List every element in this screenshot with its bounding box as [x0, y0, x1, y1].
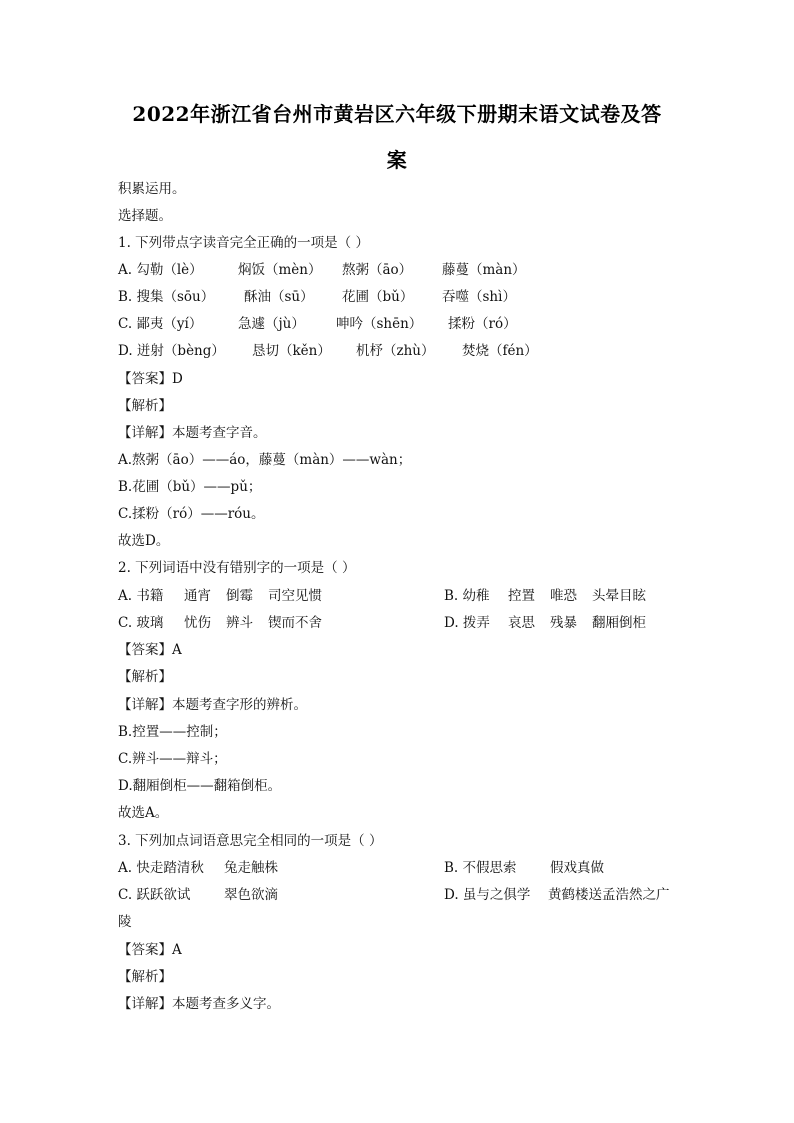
q2-note-2: C.辨斗——辩斗； [118, 751, 227, 767]
q1-note-1: A.熬粥（āo）——áo，藤蔓（màn）——wàn； [118, 452, 412, 468]
q2-note-3: D.翻厢倒柜——翻箱倒柜。 [118, 778, 282, 794]
q1-option-d-3: 机杼（zhù） [356, 343, 435, 359]
q2-option-d-3: 残暴 [550, 615, 577, 631]
q3-detail: 【详解】本题考查多义字。 [118, 996, 280, 1012]
q2-option-a-1: A. 书籍 [118, 588, 164, 604]
document-title-line-2: 案 [386, 148, 408, 172]
q1-option-c-2: 急遽（jù） [238, 316, 305, 332]
q1-option-a-2: 焖饭（mèn） [238, 262, 322, 278]
q1-note-3: C.揉粉（ró）——róu。 [118, 506, 265, 522]
q2-option-b-1: B. 幼稚 [444, 588, 490, 604]
q2-option-d-2: 哀思 [508, 615, 535, 631]
q3-wrap-text: 陵 [118, 914, 132, 930]
q2-option-c-4: 锲而不舍 [268, 615, 322, 631]
q2-conclusion: 故选A。 [118, 805, 169, 821]
q1-option-b-3: 花圃（bǔ） [342, 289, 414, 305]
q2-option-c-3: 辨斗 [226, 615, 253, 631]
q3-option-d-2: 黄鹤楼送孟浩然之广 [548, 887, 670, 903]
q2-option-a-2: 通宵 [184, 588, 211, 604]
q1-analysis: 【解析】 [118, 398, 172, 414]
q3-option-c-2: 翠色欲滴 [224, 887, 278, 903]
document-title-line-1: 2022年浙江省台州市黄岩区六年级下册期末语文试卷及答 [132, 102, 662, 126]
q3-option-d-1: D. 虽与之俱学 [444, 887, 531, 903]
q1-option-b-2: 酥油（sū） [244, 289, 314, 305]
q2-option-d-4: 翻厢倒柜 [592, 615, 646, 631]
q2-stem: 2. 下列词语中没有错别字的一项是（ ） [118, 560, 356, 576]
section-accumulate: 积累运用。 [118, 181, 186, 197]
q1-option-c-4: 揉粉（ró） [448, 316, 517, 332]
q1-note-2: B.花圃（bǔ）——pǔ； [118, 479, 262, 495]
q2-option-a-3: 倒霉 [226, 588, 253, 604]
q1-option-d-1: D. 迸射（bèng） [118, 343, 225, 359]
q2-option-a-4: 司空见惯 [268, 588, 322, 604]
q2-option-b-2: 控置 [508, 588, 535, 604]
q1-option-b-4: 吞噬（shì） [442, 289, 516, 305]
q3-option-c-1: C. 跃跃欲试 [118, 887, 191, 903]
q2-option-c-2: 忧伤 [184, 615, 211, 631]
q3-stem: 3. 下列加点词语意思完全相同的一项是（ ） [118, 833, 383, 849]
q2-option-c-1: C. 玻璃 [118, 615, 164, 631]
section-choice: 选择题。 [118, 208, 172, 224]
q1-option-d-4: 焚烧（fén） [462, 343, 538, 359]
q3-option-a-1: A. 快走踏清秋 [118, 860, 204, 876]
q2-option-d-1: D. 拨弄 [444, 615, 490, 631]
q2-answer: 【答案】A [118, 642, 182, 658]
q1-option-b-1: B. 搜集（sōu） [118, 289, 215, 305]
q3-analysis: 【解析】 [118, 969, 172, 985]
q2-note-1: B.控置——控制； [118, 724, 227, 740]
q1-answer: 【答案】D [118, 371, 183, 387]
q1-option-a-1: A. 勾勒（lè） [118, 262, 203, 278]
q2-analysis: 【解析】 [118, 669, 172, 685]
q1-option-c-3: 呻吟（shēn） [336, 316, 423, 332]
q2-detail: 【详解】本题考查字形的辨析。 [118, 697, 307, 713]
q1-option-a-4: 藤蔓（màn） [442, 262, 526, 278]
q1-conclusion: 故选D。 [118, 533, 170, 549]
q1-detail: 【详解】本题考查字音。 [118, 425, 267, 441]
q3-option-b-1: B. 不假思索 [444, 860, 517, 876]
q2-option-b-3: 唯恐 [550, 588, 577, 604]
q3-option-a-2: 兔走触株 [224, 860, 278, 876]
q1-option-c-1: C. 鄙夷（yí） [118, 316, 203, 332]
q1-option-d-2: 恳切（kěn） [252, 343, 331, 359]
q1-stem: 1. 下列带点字读音完全正确的一项是（ ） [118, 235, 369, 251]
q3-answer: 【答案】A [118, 942, 182, 958]
q2-option-b-4: 头晕目眩 [592, 588, 646, 604]
q3-option-b-2: 假戏真做 [550, 860, 604, 876]
q1-option-a-3: 熬粥（āo） [342, 262, 413, 278]
